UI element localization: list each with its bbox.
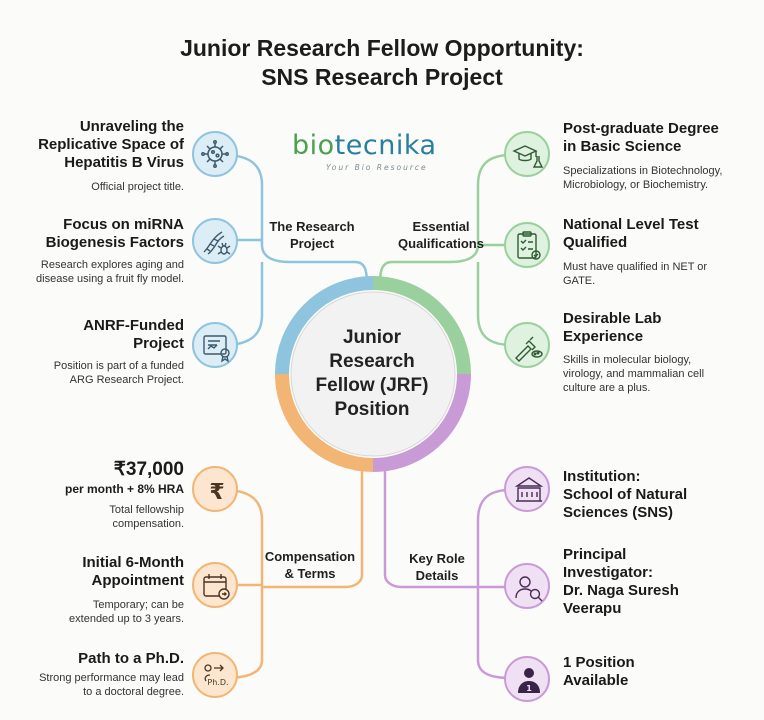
desc-line: Official project title. xyxy=(91,181,184,193)
checklist-icon xyxy=(504,222,550,268)
research-item-2-title xyxy=(20,216,184,252)
title-line: Unraveling the xyxy=(79,118,184,135)
title-line: Principal xyxy=(563,546,627,563)
logo-tagline: Your Bio Resource xyxy=(326,163,428,172)
title-line: in Basic Science xyxy=(563,138,682,155)
qual-item-3-desc xyxy=(563,353,758,395)
branch-label-line: & Terms xyxy=(284,566,336,581)
research-item-2-desc xyxy=(14,258,184,286)
title-line: Experience xyxy=(563,328,644,345)
desc-line: Strong performance may lead xyxy=(39,672,184,684)
branch-label-line: Qualifications xyxy=(398,236,484,251)
branch-label-research-project xyxy=(262,218,362,252)
branch-label-compensation xyxy=(258,548,362,582)
qual-item-3-title xyxy=(563,310,753,346)
title-line: Desirable Lab xyxy=(563,310,662,327)
qual-item-1-desc xyxy=(563,164,763,192)
role-item-1-title xyxy=(563,468,753,522)
lab-icon xyxy=(504,322,550,368)
research-item-1-title xyxy=(20,118,184,172)
title-line: Qualified xyxy=(563,234,628,251)
logo-rest: tecnika xyxy=(334,130,437,161)
desc-line: Skills in molecular biology, xyxy=(563,354,692,366)
title-line: Path to a Ph.D. xyxy=(78,650,184,667)
person-search-icon xyxy=(504,563,550,609)
comp-item-1-desc xyxy=(20,503,184,531)
title-line: ANRF-Funded xyxy=(83,317,184,334)
center-line-2: Research xyxy=(329,351,415,372)
desc-line: disease using a fruit fly model. xyxy=(36,273,184,285)
comp-item-1-title xyxy=(20,459,184,481)
title-line: Focus on miRNA xyxy=(63,216,184,233)
branch-label-line: Key Role xyxy=(409,551,465,566)
title-line: Investigator: xyxy=(563,564,654,581)
desc-line: ARG Research Project. xyxy=(69,374,184,386)
branch-label-qualifications xyxy=(386,218,496,252)
badge-number: 1 xyxy=(526,684,532,693)
research-item-1-desc xyxy=(20,180,184,194)
title-line: Biogenesis Factors xyxy=(45,234,184,251)
rupee-icon xyxy=(192,466,238,512)
title-line: Hepatitis B Virus xyxy=(64,154,184,171)
research-item-3-title xyxy=(20,317,184,353)
title-line: Appointment xyxy=(91,572,184,589)
role-item-3-title xyxy=(563,654,753,690)
title-line: Project xyxy=(133,335,184,352)
certificate-icon xyxy=(192,322,238,368)
path-phd-icon xyxy=(192,652,238,698)
title-line-2: SNS Research Project xyxy=(261,64,503,90)
role-item-2-title xyxy=(563,546,753,618)
research-item-3-desc xyxy=(20,359,184,387)
desc-line: Specializations in Biotechnology, xyxy=(563,165,723,177)
desc-line: Research explores aging and xyxy=(40,259,184,271)
comp-item-3-desc xyxy=(14,671,184,699)
title-line: National Level Test xyxy=(563,216,699,233)
title-line: Institution: xyxy=(563,468,641,485)
title-line: Post-graduate Degree xyxy=(563,120,719,137)
center-label xyxy=(297,326,447,422)
title-line: Available xyxy=(563,672,629,689)
title-line: Dr. Naga Suresh xyxy=(563,582,679,599)
biotecnika-logo xyxy=(292,130,442,180)
title-line: Sciences (SNS) xyxy=(563,504,674,521)
branch-label-line: Compensation xyxy=(264,549,356,564)
title-line-1: Junior Research Fellow Opportunity: xyxy=(180,35,584,61)
desc-line: culture are a plus. xyxy=(563,382,651,394)
title-line: ₹37,000 xyxy=(113,459,184,480)
comp-item-3-title xyxy=(20,650,184,668)
desc-line: Temporary; can be xyxy=(92,599,184,611)
building-icon xyxy=(504,466,550,512)
graduation-flask-icon xyxy=(504,131,550,177)
branch-label-line: Details xyxy=(415,568,459,583)
virus-icon xyxy=(192,131,238,177)
desc-line: Position is part of a funded xyxy=(53,360,184,372)
logo-bio: bio xyxy=(292,130,335,161)
desc-line: to a doctoral degree. xyxy=(83,686,184,698)
branch-label-role xyxy=(392,550,482,584)
branch-label-line: Project xyxy=(289,236,335,251)
desc-line: Microbiology, or Biochemistry. xyxy=(563,179,709,191)
center-line-4: Position xyxy=(334,399,410,420)
center-line-3: Fellow (JRF) xyxy=(315,375,429,396)
calendar-icon xyxy=(192,562,238,608)
desc-line: Total fellowship xyxy=(109,504,184,516)
title-line: School of Natural xyxy=(563,486,688,503)
phd-text: Ph.D. xyxy=(207,678,229,687)
desc-line: compensation. xyxy=(112,518,184,530)
desc-line: GATE. xyxy=(563,275,596,287)
comp-item-1-sub: per month + 8% HRA xyxy=(64,482,184,496)
qual-item-1-title xyxy=(563,120,753,156)
title-line: Replicative Space of xyxy=(38,136,184,153)
comp-item-2-title xyxy=(20,554,184,590)
dna-fly-icon xyxy=(192,218,238,264)
branch-label-line: The Research xyxy=(269,219,355,234)
title-line: Veerapu xyxy=(563,600,622,617)
qual-item-2-desc xyxy=(563,260,753,288)
branch-label-line: Essential xyxy=(412,219,470,234)
svg-text:₹: ₹ xyxy=(209,480,225,505)
desc-line: Must have qualified in NET or xyxy=(563,261,708,273)
desc-line: virology, and mammalian cell xyxy=(563,368,705,380)
qual-item-2-title xyxy=(563,216,753,252)
center-line-1: Junior xyxy=(342,327,402,348)
comp-item-2-desc xyxy=(20,598,184,626)
title-line: Initial 6-Month xyxy=(82,554,184,571)
person-badge-icon xyxy=(504,656,550,702)
desc-line: extended up to 3 years. xyxy=(69,613,184,625)
title-line: 1 Position xyxy=(563,654,635,671)
